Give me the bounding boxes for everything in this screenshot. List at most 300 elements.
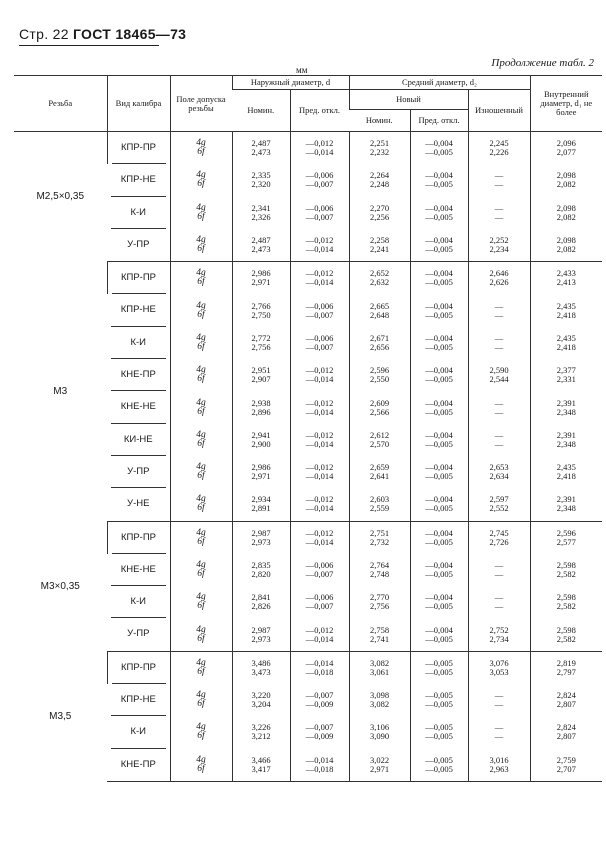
pitch-deviation: —0,004 bbox=[425, 300, 453, 311]
pitch-worn: — bbox=[494, 406, 504, 417]
pitch-nominal: 2,251 bbox=[369, 138, 390, 149]
outer-nominal-cell bbox=[232, 456, 290, 488]
outer-nominal-cell bbox=[232, 488, 290, 521]
outer-deviation: —0,007 bbox=[305, 722, 334, 733]
outer-nominal: 2,973 bbox=[251, 536, 271, 547]
outer-deviation: —0,006 bbox=[305, 592, 334, 603]
outer-nominal: 2,971 bbox=[251, 277, 271, 288]
pitch-deviation: —0,004 bbox=[425, 624, 453, 635]
outer-deviation: —0,006 bbox=[305, 202, 334, 213]
pitch-deviation-cell bbox=[410, 294, 468, 326]
tolerance-field-cell bbox=[170, 554, 232, 586]
outer-deviation-cell bbox=[290, 521, 349, 554]
outer-nominal: 2,987 bbox=[251, 624, 271, 635]
inner-diameter: 2,082 bbox=[556, 179, 576, 190]
tolerance-field: 6f bbox=[197, 699, 205, 710]
tolerance-field: 4g bbox=[196, 268, 206, 279]
pitch-deviation: —0,005 bbox=[425, 503, 453, 514]
col-thread: Резьба bbox=[14, 76, 107, 132]
outer-deviation: —0,014 bbox=[305, 633, 334, 644]
tolerance-field: 6f bbox=[197, 503, 205, 514]
gauge-type: У-ПР bbox=[111, 456, 166, 488]
pitch-deviation-cell bbox=[410, 554, 468, 586]
pitch-nominal-cell bbox=[349, 716, 410, 748]
col-pitch-deviation: Пред. откл. bbox=[410, 110, 468, 132]
tolerance-field: 4g bbox=[196, 332, 206, 343]
inner-diameter: 2,819 bbox=[556, 657, 576, 668]
pitch-deviation: —0,005 bbox=[425, 536, 453, 547]
outer-nominal: 2,835 bbox=[251, 560, 271, 570]
gauge-type: У-ПР bbox=[127, 238, 150, 250]
outer-nominal-cell bbox=[232, 229, 290, 262]
pitch-worn-cell bbox=[468, 684, 530, 716]
gauge-type-cell bbox=[107, 327, 170, 359]
outer-deviation: —0,007 bbox=[305, 211, 334, 222]
outer-nominal: 2,473 bbox=[251, 147, 271, 158]
pitch-deviation: —0,004 bbox=[425, 494, 453, 505]
inner-diameter-cell bbox=[530, 197, 602, 229]
outer-nominal: 2,487 bbox=[251, 235, 271, 246]
gauge-type-cell bbox=[107, 749, 170, 782]
outer-deviation-cell bbox=[290, 651, 349, 684]
pitch-nominal-cell bbox=[349, 164, 410, 196]
pitch-worn: — bbox=[494, 731, 504, 742]
pitch-worn: 2,634 bbox=[489, 471, 509, 482]
pitch-worn: 2,752 bbox=[489, 624, 509, 635]
col-pitch-nominal: Номин. bbox=[349, 110, 410, 132]
pitch-nominal: 2,758 bbox=[369, 624, 390, 635]
pitch-worn: — bbox=[494, 438, 504, 449]
inner-diameter-cell bbox=[530, 164, 602, 196]
outer-deviation: —0,014 bbox=[305, 374, 334, 385]
pitch-nominal: 3,022 bbox=[369, 754, 390, 765]
tolerance-field: 4g bbox=[196, 300, 206, 311]
pitch-worn: — bbox=[494, 332, 504, 343]
gauge-type-cell bbox=[107, 554, 170, 586]
outer-nominal: 2,941 bbox=[251, 429, 271, 440]
pitch-worn-cell bbox=[468, 424, 530, 456]
outer-nominal: 2,896 bbox=[251, 406, 271, 417]
pitch-worn: — bbox=[494, 560, 504, 570]
pitch-nominal: 2,270 bbox=[369, 202, 390, 213]
outer-nominal: 2,826 bbox=[251, 601, 271, 612]
pitch-worn: 2,226 bbox=[489, 147, 509, 158]
inner-diameter-cell bbox=[530, 391, 602, 423]
outer-nominal: 2,971 bbox=[251, 471, 271, 482]
outer-deviation: —0,018 bbox=[305, 763, 334, 774]
pitch-deviation: —0,005 bbox=[425, 699, 453, 710]
tolerance-field: 6f bbox=[197, 406, 205, 417]
pitch-nominal: 3,082 bbox=[369, 657, 390, 668]
outer-nominal: 2,756 bbox=[251, 341, 271, 352]
outer-nominal: 2,320 bbox=[251, 179, 271, 190]
pitch-nominal: 2,671 bbox=[369, 332, 390, 343]
outer-deviation-cell bbox=[290, 618, 349, 651]
outer-deviation: —0,007 bbox=[305, 569, 334, 579]
inner-diameter: 2,418 bbox=[556, 471, 576, 482]
pitch-nominal: 2,659 bbox=[369, 462, 390, 473]
pitch-worn: 2,252 bbox=[489, 235, 509, 246]
pitch-worn-cell bbox=[468, 716, 530, 748]
inner-diameter-cell bbox=[530, 618, 602, 651]
outer-deviation: —0,009 bbox=[305, 731, 334, 742]
tolerance-field: 4g bbox=[196, 624, 206, 635]
pitch-worn-cell bbox=[468, 327, 530, 359]
inner-diameter: 2,596 bbox=[556, 527, 576, 538]
outer-nominal-cell bbox=[232, 749, 290, 782]
gauge-type-cell bbox=[107, 359, 170, 391]
gauge-type-cell bbox=[107, 262, 170, 295]
outer-deviation: —0,006 bbox=[305, 332, 334, 343]
tolerance-field: 6f bbox=[197, 763, 205, 774]
inner-diameter: 2,077 bbox=[556, 147, 576, 158]
thread-size: M3 bbox=[53, 385, 68, 397]
gauge-type-cell bbox=[107, 164, 170, 196]
pitch-worn: — bbox=[494, 170, 504, 181]
pitch-worn: 2,544 bbox=[489, 374, 509, 385]
header-rule bbox=[19, 45, 159, 46]
inner-diameter-cell bbox=[530, 132, 602, 165]
pitch-nominal: 2,570 bbox=[369, 438, 390, 449]
pitch-nominal: 2,596 bbox=[369, 365, 390, 376]
outer-nominal: 3,417 bbox=[251, 763, 271, 774]
pitch-nominal: 2,256 bbox=[369, 211, 390, 222]
standard-number: ГОСТ 18465—73 bbox=[73, 26, 187, 42]
outer-deviation: —0,012 bbox=[305, 494, 334, 505]
tolerance-field-cell bbox=[170, 391, 232, 423]
outer-deviation: —0,007 bbox=[305, 309, 334, 320]
tolerance-field-cell bbox=[170, 749, 232, 782]
pitch-nominal-cell bbox=[349, 488, 410, 521]
col-inner: Внутренний диаметр, d₁ не более bbox=[530, 76, 602, 132]
thread-size: M2,5×0,35 bbox=[36, 191, 85, 203]
outer-deviation-cell bbox=[290, 294, 349, 326]
pitch-nominal-cell bbox=[349, 456, 410, 488]
outer-deviation-cell bbox=[290, 197, 349, 229]
pitch-deviation: —0,005 bbox=[425, 211, 453, 222]
inner-diameter-cell bbox=[530, 684, 602, 716]
pitch-deviation: —0,004 bbox=[425, 332, 453, 343]
outer-nominal: 2,341 bbox=[251, 202, 271, 213]
pitch-deviation-cell bbox=[410, 586, 468, 618]
pitch-nominal: 2,764 bbox=[369, 560, 390, 570]
pitch-deviation: —0,004 bbox=[425, 429, 453, 440]
pitch-nominal: 2,232 bbox=[369, 147, 390, 158]
tolerance-field: 4g bbox=[196, 138, 206, 149]
tolerance-field: 4g bbox=[196, 170, 206, 181]
outer-deviation: —0,006 bbox=[305, 300, 334, 311]
gauge-type: КИ-НЕ bbox=[111, 424, 166, 456]
outer-nominal: 2,750 bbox=[251, 309, 271, 320]
table-row bbox=[14, 651, 602, 684]
gauge-type: КНЕ-НЕ bbox=[111, 554, 166, 586]
table-row bbox=[14, 521, 602, 554]
pitch-deviation-cell bbox=[410, 359, 468, 391]
pitch-deviation-cell bbox=[410, 521, 468, 554]
outer-nominal-cell bbox=[232, 586, 290, 618]
pitch-deviation-cell bbox=[410, 132, 468, 165]
inner-diameter: 2,348 bbox=[556, 406, 576, 417]
outer-deviation: —0,012 bbox=[305, 397, 334, 408]
inner-diameter: 2,377 bbox=[556, 365, 576, 376]
tolerance-field: 4g bbox=[196, 754, 206, 765]
gauge-type: КПР-НЕ bbox=[111, 684, 166, 716]
pitch-worn: 2,597 bbox=[489, 494, 509, 505]
tolerance-field-cell bbox=[170, 327, 232, 359]
gauge-type: КПР-ПР bbox=[112, 132, 166, 164]
outer-nominal-cell bbox=[232, 164, 290, 196]
tolerance-field-cell bbox=[170, 424, 232, 456]
outer-deviation: —0,007 bbox=[305, 690, 334, 701]
pitch-nominal-cell bbox=[349, 294, 410, 326]
outer-nominal-cell bbox=[232, 521, 290, 554]
outer-deviation: —0,014 bbox=[305, 754, 334, 765]
outer-nominal-cell bbox=[232, 294, 290, 326]
outer-nominal: 2,766 bbox=[251, 300, 271, 311]
gauge-type: У-НЕ bbox=[127, 498, 150, 510]
pitch-nominal-cell bbox=[349, 521, 410, 554]
outer-nominal: 2,772 bbox=[251, 332, 271, 343]
gauge-type: К-И bbox=[111, 197, 166, 229]
table-row bbox=[14, 132, 602, 165]
outer-nominal: 2,900 bbox=[251, 438, 271, 449]
tolerance-field: 6f bbox=[197, 211, 205, 222]
outer-deviation: —0,012 bbox=[305, 365, 334, 376]
inner-diameter: 2,807 bbox=[556, 699, 576, 710]
outer-deviation: —0,012 bbox=[305, 235, 334, 246]
inner-diameter: 2,797 bbox=[556, 666, 576, 677]
outer-deviation-cell bbox=[290, 229, 349, 262]
pitch-nominal-cell bbox=[349, 749, 410, 782]
pitch-nominal-cell bbox=[349, 554, 410, 586]
pitch-nominal-cell bbox=[349, 618, 410, 651]
pitch-worn: 2,590 bbox=[489, 365, 509, 376]
pitch-worn: 2,653 bbox=[489, 462, 509, 473]
inner-diameter-cell bbox=[530, 359, 602, 391]
tolerance-field-cell bbox=[170, 359, 232, 391]
pitch-deviation: —0,005 bbox=[425, 690, 453, 701]
outer-deviation: —0,006 bbox=[305, 560, 334, 570]
tolerance-field: 6f bbox=[197, 666, 205, 677]
inner-diameter: 2,391 bbox=[556, 397, 576, 408]
pitch-nominal: 2,612 bbox=[369, 429, 390, 440]
pitch-worn: 2,745 bbox=[489, 527, 509, 538]
pitch-deviation: —0,005 bbox=[425, 731, 453, 742]
inner-diameter: 2,418 bbox=[556, 341, 576, 352]
tolerance-field: 6f bbox=[197, 374, 205, 385]
pitch-deviation: —0,004 bbox=[425, 592, 453, 603]
inner-diameter-cell bbox=[530, 424, 602, 456]
pitch-deviation-cell bbox=[410, 488, 468, 521]
tolerance-field-cell bbox=[170, 651, 232, 684]
outer-nominal-cell bbox=[232, 132, 290, 165]
inner-diameter: 2,391 bbox=[556, 429, 576, 440]
tolerance-field: 4g bbox=[196, 527, 206, 538]
gauge-type: К-И bbox=[111, 586, 166, 618]
pitch-nominal: 2,732 bbox=[369, 536, 390, 547]
tolerance-field: 4g bbox=[196, 494, 206, 505]
tolerance-field: 6f bbox=[197, 309, 205, 320]
pitch-deviation-cell bbox=[410, 327, 468, 359]
pitch-deviation: —0,005 bbox=[425, 601, 453, 612]
gauge-type-cell bbox=[107, 716, 170, 748]
tolerance-field-cell bbox=[170, 521, 232, 554]
pitch-worn-cell bbox=[468, 456, 530, 488]
outer-deviation: —0,012 bbox=[305, 462, 334, 473]
pitch-worn-cell bbox=[468, 651, 530, 684]
pitch-worn-cell bbox=[468, 359, 530, 391]
tolerance-field-cell bbox=[170, 164, 232, 196]
outer-deviation: —0,014 bbox=[305, 406, 334, 417]
outer-deviation: —0,014 bbox=[305, 147, 334, 158]
tolerance-field: 6f bbox=[197, 471, 205, 482]
pitch-deviation-cell bbox=[410, 262, 468, 295]
outer-deviation-cell bbox=[290, 132, 349, 165]
tolerance-field: 6f bbox=[197, 569, 205, 579]
pitch-nominal-cell bbox=[349, 132, 410, 165]
pitch-worn: 2,234 bbox=[489, 244, 509, 255]
pitch-nominal: 3,098 bbox=[369, 690, 390, 701]
outer-nominal: 2,986 bbox=[251, 268, 271, 279]
gauge-type-cell bbox=[107, 229, 170, 262]
outer-deviation-cell bbox=[290, 488, 349, 521]
outer-deviation: —0,007 bbox=[305, 601, 334, 612]
pitch-worn: 2,646 bbox=[489, 268, 509, 279]
pitch-worn: 3,016 bbox=[489, 754, 509, 765]
outer-deviation: —0,012 bbox=[305, 527, 334, 538]
outer-nominal-cell bbox=[232, 327, 290, 359]
col-tolerance: Поле допуска резьбы bbox=[170, 76, 232, 132]
pitch-deviation: —0,004 bbox=[425, 235, 453, 246]
outer-deviation-cell bbox=[290, 456, 349, 488]
pitch-deviation: —0,005 bbox=[425, 633, 453, 644]
outer-deviation-cell bbox=[290, 327, 349, 359]
pitch-nominal: 2,652 bbox=[369, 268, 390, 279]
pitch-worn: — bbox=[494, 211, 504, 222]
tolerance-field: 6f bbox=[197, 244, 205, 255]
tolerance-field-cell bbox=[170, 132, 232, 165]
pitch-deviation-cell bbox=[410, 651, 468, 684]
pitch-deviation: —0,004 bbox=[425, 462, 453, 473]
outer-nominal: 3,473 bbox=[251, 666, 271, 677]
outer-deviation-cell bbox=[290, 716, 349, 748]
pitch-deviation-cell bbox=[410, 456, 468, 488]
col-pitch: Средний диаметр, d₂ bbox=[349, 76, 530, 90]
inner-diameter-cell bbox=[530, 586, 602, 618]
page-prefix: Стр. bbox=[19, 26, 49, 42]
gauge-type: КНЕ-ПР bbox=[111, 359, 166, 391]
gauge-type: КПР-ПР bbox=[112, 652, 166, 684]
gauge-table bbox=[14, 75, 602, 782]
pitch-nominal: 2,770 bbox=[369, 592, 390, 603]
tolerance-field: 4g bbox=[196, 592, 206, 603]
outer-deviation: —0,018 bbox=[305, 666, 334, 677]
pitch-worn-cell bbox=[468, 488, 530, 521]
pitch-nominal-cell bbox=[349, 327, 410, 359]
page-number: 22 bbox=[52, 26, 69, 42]
outer-nominal: 2,987 bbox=[251, 527, 271, 538]
inner-diameter: 2,582 bbox=[556, 633, 576, 644]
inner-diameter: 2,433 bbox=[556, 268, 576, 279]
outer-deviation: —0,006 bbox=[305, 170, 334, 181]
outer-nominal-cell bbox=[232, 424, 290, 456]
outer-deviation: —0,012 bbox=[305, 138, 334, 149]
pitch-nominal: 2,566 bbox=[369, 406, 390, 417]
inner-diameter: 2,807 bbox=[556, 731, 576, 742]
pitch-worn: — bbox=[494, 722, 504, 733]
outer-nominal-cell bbox=[232, 197, 290, 229]
inner-diameter: 2,598 bbox=[556, 592, 576, 603]
inner-diameter-cell bbox=[530, 716, 602, 748]
tolerance-field-cell bbox=[170, 488, 232, 521]
inner-diameter: 2,098 bbox=[556, 235, 576, 246]
pitch-deviation: —0,004 bbox=[425, 138, 453, 149]
inner-diameter: 2,759 bbox=[556, 754, 576, 765]
pitch-deviation-cell bbox=[410, 164, 468, 196]
outer-deviation: —0,009 bbox=[305, 699, 334, 710]
outer-deviation: —0,012 bbox=[305, 624, 334, 635]
inner-diameter-cell bbox=[530, 229, 602, 262]
inner-diameter: 2,096 bbox=[556, 138, 576, 149]
page-header bbox=[19, 26, 186, 42]
pitch-nominal-cell bbox=[349, 424, 410, 456]
unit-label: мм bbox=[296, 65, 308, 75]
tolerance-field-cell bbox=[170, 716, 232, 748]
pitch-worn: 2,734 bbox=[489, 633, 509, 644]
pitch-deviation: —0,005 bbox=[425, 179, 453, 190]
tolerance-field: 4g bbox=[196, 690, 206, 701]
col-outer-deviation: Пред. откл. bbox=[290, 90, 349, 132]
inner-diameter-cell bbox=[530, 262, 602, 295]
pitch-worn-cell bbox=[468, 197, 530, 229]
gauge-type: У-ПР bbox=[127, 628, 150, 640]
gauge-type-cell bbox=[107, 294, 170, 326]
pitch-nominal: 2,258 bbox=[369, 235, 390, 246]
pitch-nominal: 3,090 bbox=[369, 731, 390, 742]
pitch-deviation: —0,005 bbox=[425, 277, 453, 288]
inner-diameter: 2,435 bbox=[556, 300, 576, 311]
gauge-type-cell bbox=[107, 488, 170, 521]
pitch-worn-cell bbox=[468, 294, 530, 326]
pitch-nominal-cell bbox=[349, 651, 410, 684]
tolerance-field: 6f bbox=[197, 147, 205, 158]
pitch-deviation: —0,005 bbox=[425, 722, 453, 733]
pitch-nominal: 3,106 bbox=[369, 722, 390, 733]
outer-deviation-cell bbox=[290, 424, 349, 456]
pitch-worn: 2,726 bbox=[489, 536, 509, 547]
pitch-deviation: —0,004 bbox=[425, 527, 453, 538]
tolerance-field-cell bbox=[170, 456, 232, 488]
outer-nominal: 3,486 bbox=[251, 657, 271, 668]
pitch-nominal: 2,751 bbox=[369, 527, 390, 538]
tolerance-field: 6f bbox=[197, 179, 205, 190]
inner-diameter: 2,391 bbox=[556, 494, 576, 505]
gauge-type-cell bbox=[107, 424, 170, 456]
gauge-type-cell bbox=[107, 684, 170, 716]
outer-nominal: 2,907 bbox=[251, 374, 271, 385]
pitch-worn: — bbox=[494, 569, 504, 579]
pitch-deviation-cell bbox=[410, 391, 468, 423]
inner-diameter: 2,418 bbox=[556, 309, 576, 320]
outer-deviation-cell bbox=[290, 554, 349, 586]
outer-nominal: 3,466 bbox=[251, 754, 271, 765]
inner-diameter-cell bbox=[530, 488, 602, 521]
gauge-type-cell bbox=[107, 521, 170, 554]
inner-diameter: 2,824 bbox=[556, 722, 576, 733]
outer-nominal: 2,934 bbox=[251, 494, 271, 505]
tolerance-field-cell bbox=[170, 586, 232, 618]
pitch-nominal-cell bbox=[349, 359, 410, 391]
